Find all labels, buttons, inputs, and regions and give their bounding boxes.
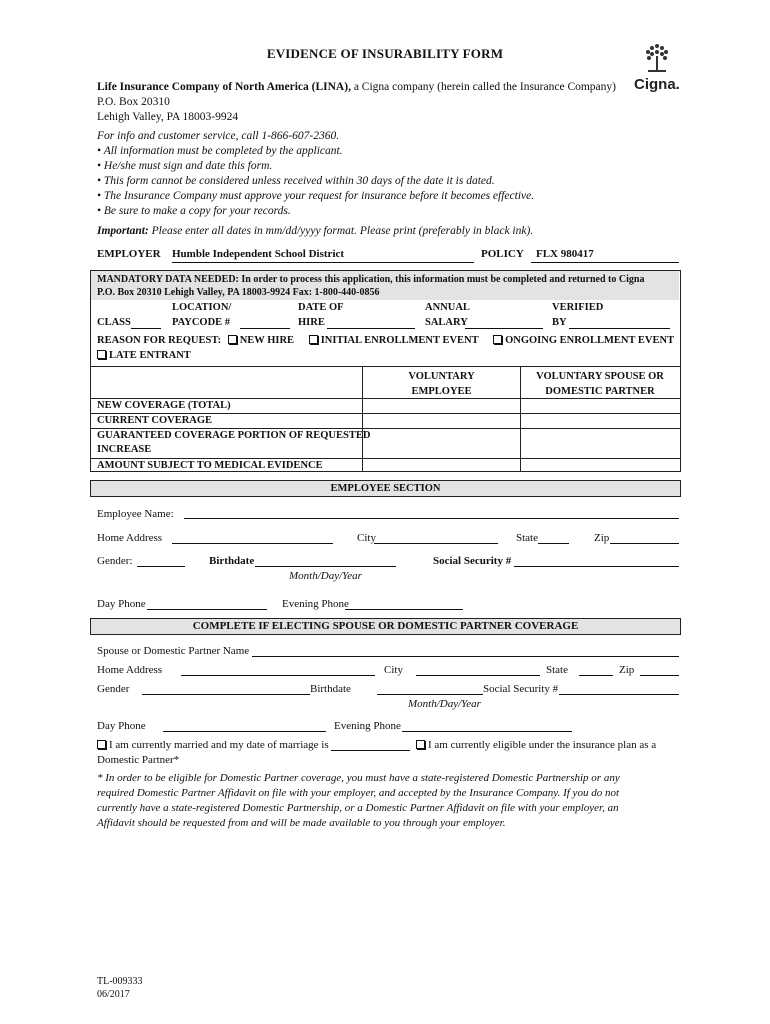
spouse-zip-field[interactable] [640,663,679,676]
employee-evening-phone-field[interactable] [345,597,463,610]
eligible-option[interactable] [416,739,656,751]
employee-state-field[interactable] [538,531,569,544]
company-city: Lehigh Valley, PA 18003-9924 [97,111,239,123]
date-of-label: DATE OF [298,302,344,313]
cigna-wordmark: Cigna. [634,76,680,93]
verified-by-field[interactable] [569,316,670,329]
salary-field[interactable] [465,316,543,329]
annual-label: ANNUAL [425,302,470,313]
employee-day-phone-label: Day Phone [97,598,146,610]
spouse-section-header: COMPLETE IF ELECTING SPOUSE OR DOMESTIC PARTNER COVERAGE [90,618,681,635]
late-entrant-label: LATE ENTRANT [109,350,191,361]
spouse-state-label: State [546,664,568,676]
row-medical-evidence: AMOUNT SUBJECT TO MEDICAL EVIDENCE [97,460,323,471]
employee-name-field[interactable] [184,506,679,519]
footer [97,975,143,1001]
bullet-2: • He/she must sign and date this form. [97,160,273,172]
row-new-coverage: NEW COVERAGE (TOTAL) [97,400,231,411]
spouse-state-field[interactable] [579,663,613,676]
employer-label: EMPLOYER [97,248,161,260]
ongoing-enrollment-option[interactable] [493,335,674,346]
note-line-4: Affidavit should be requested from and will be made available to you through your employer. [97,817,506,829]
employee-city-label: City [357,532,376,544]
mandatory-header [97,273,644,299]
mandatory-address: P.O. Box 20310 Lehigh Valley, PA 18003-9924 Fax: 1-800-440-0856 [97,287,380,298]
employee-gender-label: Gender: [97,555,133,567]
company-name: Life Insurance Company of North America (LINA), [97,81,351,93]
checkbox-icon[interactable] [493,335,502,344]
company-block [97,80,616,125]
note-line-1: * In order to be eligible for Domestic Partner coverage, you must have a state-registered Domestic Partnership or any [97,772,620,784]
spouse-ssn-field[interactable] [559,682,679,695]
policy-field[interactable] [531,248,679,263]
col2-line2: DOMESTIC PARTNER [545,386,655,397]
row-increase: INCREASE [97,444,152,455]
ongoing-enrollment-label: ONGOING ENROLLMENT EVENT [505,335,675,346]
mandatory-heading: MANDATORY DATA NEEDED: In order to process this application, this information must be completed and returned to Cigna [97,274,645,285]
employee-state-label: State [516,532,538,544]
employer-value: Humble Independent School District [172,248,345,260]
hire-field[interactable] [327,316,415,329]
bullet-1: • All information must be completed by the applicant. [97,145,343,157]
form-code: TL-009333 [97,976,143,987]
company-po: P.O. Box 20310 [97,96,170,108]
employee-mdy-hint: Month/Day/Year [289,570,362,582]
checkbox-icon[interactable] [416,740,425,749]
employee-gender-field[interactable] [137,554,185,567]
initial-enrollment-label: INITIAL ENROLLMENT EVENT [320,335,479,346]
note-line-3: currently have a state-registered Domestic Partnership, or a Domestic Partner Affidavit on file with your employer, an [97,802,619,814]
employee-zip-field[interactable] [610,531,679,544]
married-option[interactable] [97,739,329,751]
paycode-field[interactable] [240,316,290,329]
spouse-evening-phone-label: Evening Phone [334,720,401,732]
domestic-partner-label: Domestic Partner* [97,754,180,766]
class-label: CLASS [97,317,131,328]
salary-label: SALARY [425,317,468,328]
employee-ssn-label: Social Security # [433,555,512,567]
checkbox-icon[interactable] [309,335,318,344]
employee-section-header: EMPLOYEE SECTION [90,480,681,497]
spouse-gender-label: Gender [97,683,130,695]
verified-label: VERIFIED [552,302,604,313]
spouse-name-label: Spouse or Domestic Partner Name [97,645,250,657]
employee-address-label: Home Address [97,532,163,544]
employee-city-field[interactable] [374,531,498,544]
tree-icon [630,42,688,76]
form-date: 06/2017 [97,989,130,1000]
eligible-label: I am currently eligible under the insurance plan as a [428,739,657,751]
spouse-birthdate-label: Birthdate [310,683,351,695]
employee-name-label: Employee Name: [97,508,174,520]
initial-enrollment-option[interactable] [309,335,479,346]
domestic-partner-note [97,771,677,831]
service-line: For info and customer service, call 1-866-607-2360. [97,130,340,142]
row-guaranteed: GUARANTEED COVERAGE PORTION OF REQUESTED [97,430,371,441]
spouse-day-phone-field[interactable] [163,719,326,732]
employer-field[interactable] [172,248,474,263]
checkbox-icon[interactable] [97,350,106,359]
spouse-address-label: Home Address [97,664,163,676]
new-hire-option[interactable] [228,335,294,346]
spouse-ssn-label: Social Security # [483,683,559,695]
class-field[interactable] [131,316,161,329]
spouse-evening-phone-field[interactable] [402,719,572,732]
important-text: Please enter all dates in mm/dd/yyyy format. Please print (preferably in black ink). [148,225,534,237]
table-rule [90,413,680,414]
col2-line1: VOLUNTARY SPOUSE OR [536,371,664,382]
reason-row [97,335,674,346]
location-label: LOCATION/ [172,302,232,313]
policy-value: FLX 980417 [536,248,594,260]
spouse-mdy-hint: Month/Day/Year [408,698,481,710]
spouse-address-field[interactable] [181,663,375,676]
table-rule [90,428,680,429]
hire-label: HIRE [298,317,325,328]
by-label: BY [552,317,567,328]
employee-address-field[interactable] [172,531,333,544]
employee-evening-phone-label: Evening Phone [282,598,349,610]
spouse-gender-field[interactable] [142,682,310,695]
col1-line2: EMPLOYEE [411,386,472,397]
row-current-coverage: CURRENT COVERAGE [97,415,213,426]
col-voluntary-employee [363,369,520,399]
company-desc: a Cigna company (herein called the Insurance Company) [350,81,616,93]
bullet-3: • This form cannot be considered unless received within 30 days of the date it is dated. [97,175,495,187]
employee-birthdate-field[interactable] [255,554,396,567]
spouse-zip-label: Zip [619,664,635,676]
marriage-date-field[interactable] [331,738,410,751]
checkbox-icon[interactable] [97,740,106,749]
paycode-label: PAYCODE # [172,317,231,328]
late-entrant-option[interactable] [97,350,191,361]
info-block [97,129,534,239]
married-label: I am currently married and my date of marriage is [109,739,329,751]
col-voluntary-spouse [521,369,679,399]
employee-day-phone-field[interactable] [147,597,267,610]
employee-ssn-field[interactable] [514,554,679,567]
spouse-birthdate-field[interactable] [377,682,483,695]
new-hire-label: NEW HIRE [239,335,295,346]
checkbox-icon[interactable] [228,335,237,344]
spouse-city-label: City [384,664,403,676]
employee-zip-label: Zip [594,532,610,544]
spouse-city-field[interactable] [416,663,540,676]
spouse-name-field[interactable] [252,644,679,657]
cigna-logo [630,42,688,94]
form-title: EVIDENCE OF INSURABILITY FORM [266,46,504,61]
bullet-4: • The Insurance Company must approve your request for insurance before it becomes effective. [97,190,535,202]
table-rule [90,458,680,459]
col1-line1: VOLUNTARY [408,371,475,382]
reason-label: REASON FOR REQUEST: [97,335,222,346]
important-label: Important: [97,225,149,237]
policy-label: POLICY [481,248,524,260]
employee-birthdate-label: Birthdate [209,555,255,567]
spouse-day-phone-label: Day Phone [97,720,146,732]
bullet-5: • Be sure to make a copy for your records. [97,205,291,217]
note-line-2: required Domestic Partner Affidavit on file with your employer, and accepted by the Insurance Company. If you do not [97,787,619,799]
